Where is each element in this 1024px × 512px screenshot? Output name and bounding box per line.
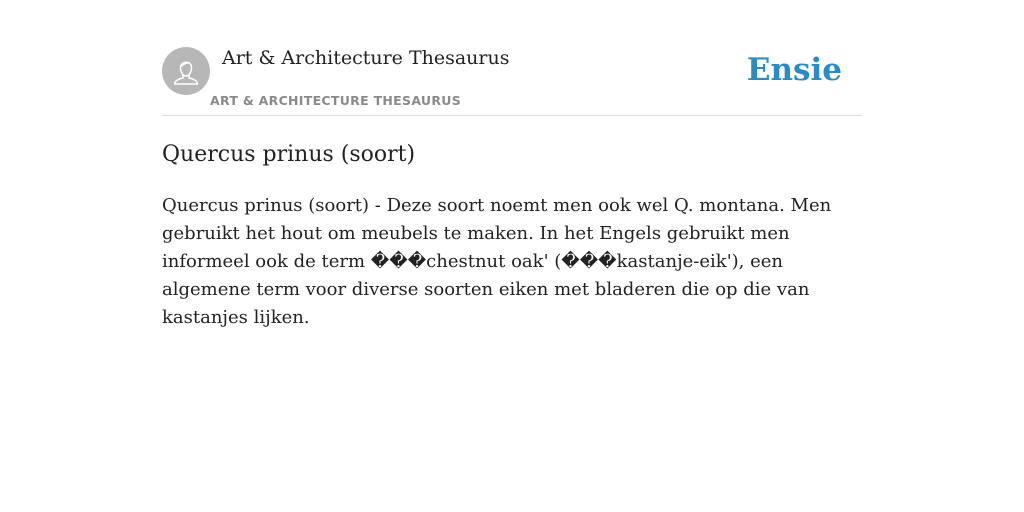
- article-body: Quercus prinus (soort) - Deze soort noemt men ook wel Q. montana. Men gebruikt het hout om meubels te maken. In het Engels gebruikt men informeel ook de term ���chestnut oak' (���kastanje-eik'), een algemene term voor diverse soorten eiken met bladeren die op die van kastanjes lijken.: [162, 195, 832, 328]
- source-label: ART & ARCHITECTURE THESAURUS: [210, 93, 462, 108]
- avatar[interactable]: [162, 47, 210, 95]
- content-container: [162, 0, 862, 328]
- author-name[interactable]: Art & Architecture Thesaurus: [222, 47, 510, 69]
- header: [162, 0, 862, 116]
- user-silhouette-icon: [162, 47, 210, 95]
- brand-logo[interactable]: Ensie: [746, 52, 842, 88]
- page-title: Quercus prinus (soort): [162, 142, 416, 167]
